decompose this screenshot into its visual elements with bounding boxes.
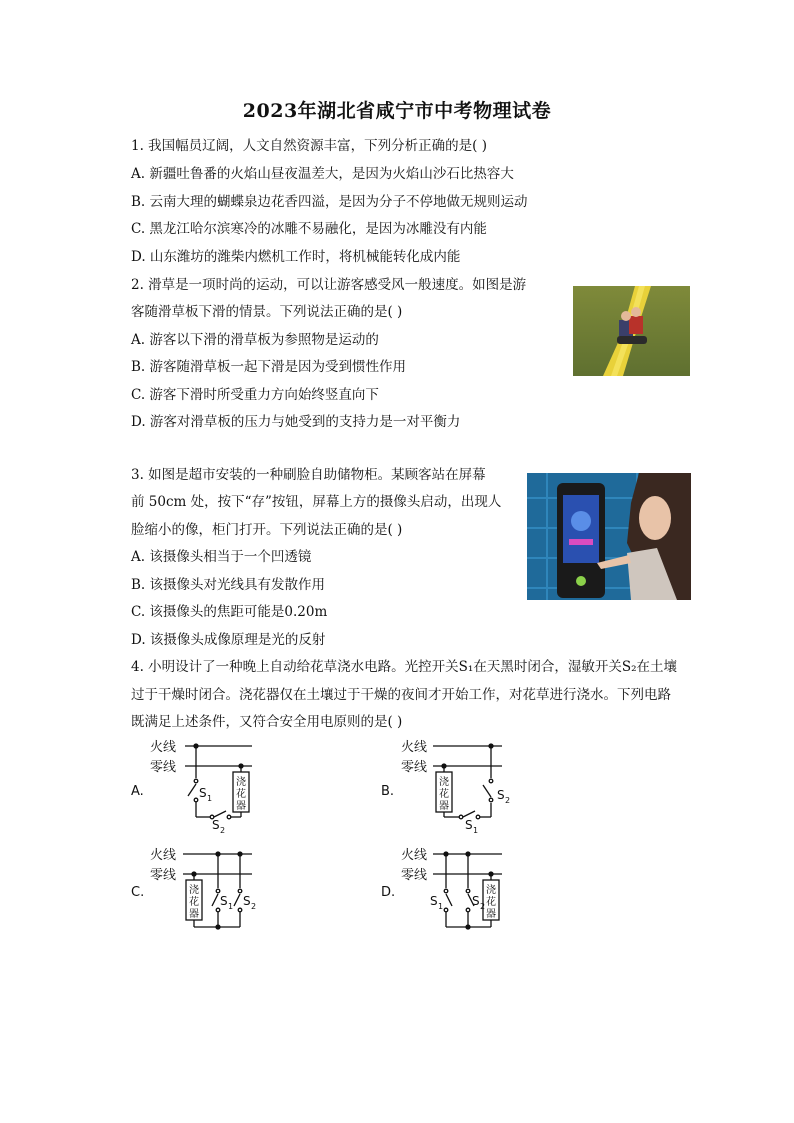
circuit-c-s1-sub: 1 bbox=[228, 902, 234, 911]
circuit-b-s2-letter: S bbox=[497, 788, 505, 802]
circuit-c-device-char-1: 浇 bbox=[189, 885, 199, 896]
question-3-option-c: C. 该摄像头的焦距可能是0.20m bbox=[131, 604, 328, 620]
circuit-b-s1-sub: 1 bbox=[473, 826, 479, 835]
circuit-a-s1-sub: 1 bbox=[207, 794, 213, 803]
question-1-option-d: D. 山东潍坊的潍柴内燃机工作时，将机械能转化成内能 bbox=[131, 249, 461, 265]
circuit-a-neutral-label: 零线 bbox=[150, 760, 177, 775]
question-1-stem: 1. 我国幅员辽阔，人文自然资源丰富，下列分析正确的是( ) bbox=[131, 138, 487, 154]
circuit-d-option-label: D. bbox=[381, 885, 396, 900]
circuit-d-s2-letter: S bbox=[472, 894, 480, 908]
circuit-d-s1-letter: S bbox=[430, 894, 438, 908]
circuit-b-neutral-label: 零线 bbox=[401, 760, 428, 775]
circuit-a-s1-letter: S bbox=[199, 786, 207, 800]
circuit-d-s2-sub: 2 bbox=[480, 902, 486, 911]
question-4-stem-line-2: 过于干燥时闭合。浇花器仅在土壤过于干燥的夜间才开始工作，对花草进行浇水。下列电路 bbox=[131, 687, 671, 703]
question-3-stem-line-2: 前 50cm 处，按下“存”按钮，屏幕上方的摄像头启动，出现人 bbox=[131, 494, 502, 510]
circuit-a-device-char-3: 器 bbox=[236, 801, 246, 812]
question-2-stem-line-1: 2. 滑草是一项时尚的运动，可以让游客感受风一般速度。如图是游 bbox=[131, 277, 527, 293]
circuit-c-s2-sub: 2 bbox=[251, 902, 257, 911]
circuit-d-device-char-3: 器 bbox=[486, 909, 496, 920]
circuit-a-device-char-2: 花 bbox=[236, 789, 246, 800]
question-3-option-a: A. 该摄像头相当于一个凹透镜 bbox=[131, 549, 312, 565]
circuit-d-device-char-1: 浇 bbox=[486, 885, 496, 896]
circuit-d-live-label: 火线 bbox=[401, 848, 428, 863]
circuit-a-s2-letter: S bbox=[212, 818, 220, 832]
question-2-option-b: B. 游客随滑草板一起下滑是因为受到惯性作用 bbox=[131, 359, 407, 375]
question-1-option-c: C. 黑龙江哈尔滨寒冷的冰雕不易融化，是因为冰雕没有内能 bbox=[131, 221, 487, 237]
circuit-c-neutral-label: 零线 bbox=[150, 868, 177, 883]
circuit-d-neutral-label: 零线 bbox=[401, 868, 428, 883]
circuit-b-live-label: 火线 bbox=[401, 740, 428, 755]
circuit-b-s1-letter: S bbox=[465, 818, 473, 832]
circuit-a-live-label: 火线 bbox=[150, 740, 177, 755]
question-2-option-c: C. 游客下滑时所受重力方向始终竖直向下 bbox=[131, 387, 379, 403]
question-4-stem-line-3: 既满足上述条件，又符合安全用电原则的是( ) bbox=[131, 714, 403, 730]
circuit-c-device-char-2: 花 bbox=[189, 897, 199, 908]
circuit-c-s2-letter: S bbox=[243, 894, 251, 908]
question-3-stem-line-1: 3. 如图是超市安装的一种刷脸自助储物柜。某顾客站在屏幕 bbox=[131, 467, 486, 483]
circuit-c-option-label: C. bbox=[131, 885, 145, 900]
circuit-c-device-char-3: 器 bbox=[189, 909, 199, 920]
question-2-option-d: D. 游客对滑草板的压力与她受到的支持力是一对平衡力 bbox=[131, 414, 461, 430]
question-3-option-b: B. 该摄像头对光线具有发散作用 bbox=[131, 577, 326, 593]
circuit-a-device-char-1: 浇 bbox=[236, 777, 246, 788]
question-3-option-d: D. 该摄像头成像原理是光的反射 bbox=[131, 632, 326, 648]
circuit-b-device-char-1: 浇 bbox=[439, 777, 449, 788]
question-2-stem-line-2: 客随滑草板下滑的情景。下列说法正确的是( ) bbox=[131, 304, 403, 320]
circuit-b-option-label: B. bbox=[381, 784, 395, 799]
circuit-b-device-char-3: 器 bbox=[439, 801, 449, 812]
circuit-a-option-label: A. bbox=[131, 784, 144, 799]
circuit-b-s2-sub: 2 bbox=[505, 796, 511, 805]
circuit-b-device-char-2: 花 bbox=[439, 789, 449, 800]
question-4-stem-line-1: 4. 小明设计了一种晚上自动给花草浇水电路。光控开关S₁在天黑时闭合，湿敏开关S₂在土壤 bbox=[131, 659, 677, 675]
question-1-option-a: A. 新疆吐鲁番的火焰山昼夜温差大，是因为火焰山沙石比热容大 bbox=[131, 166, 514, 182]
circuit-d-device-char-2: 花 bbox=[486, 897, 496, 908]
question-1-option-b: B. 云南大理的蝴蝶泉边花香四溢，是因为分子不停地做无规则运动 bbox=[131, 194, 528, 210]
question-3-stem-line-3: 脸缩小的像，柜门打开。下列说法正确的是( ) bbox=[131, 522, 403, 538]
question-2-option-a: A. 游客以下滑的滑草板为参照物是运动的 bbox=[131, 332, 379, 348]
circuit-c-s1-letter: S bbox=[220, 894, 228, 908]
circuit-c-live-label: 火线 bbox=[150, 848, 177, 863]
circuit-a-s2-sub: 2 bbox=[220, 826, 226, 835]
page-title: 2023年湖北省咸宁市中考物理试卷 bbox=[242, 100, 552, 122]
circuit-d-s1-sub: 1 bbox=[438, 902, 444, 911]
